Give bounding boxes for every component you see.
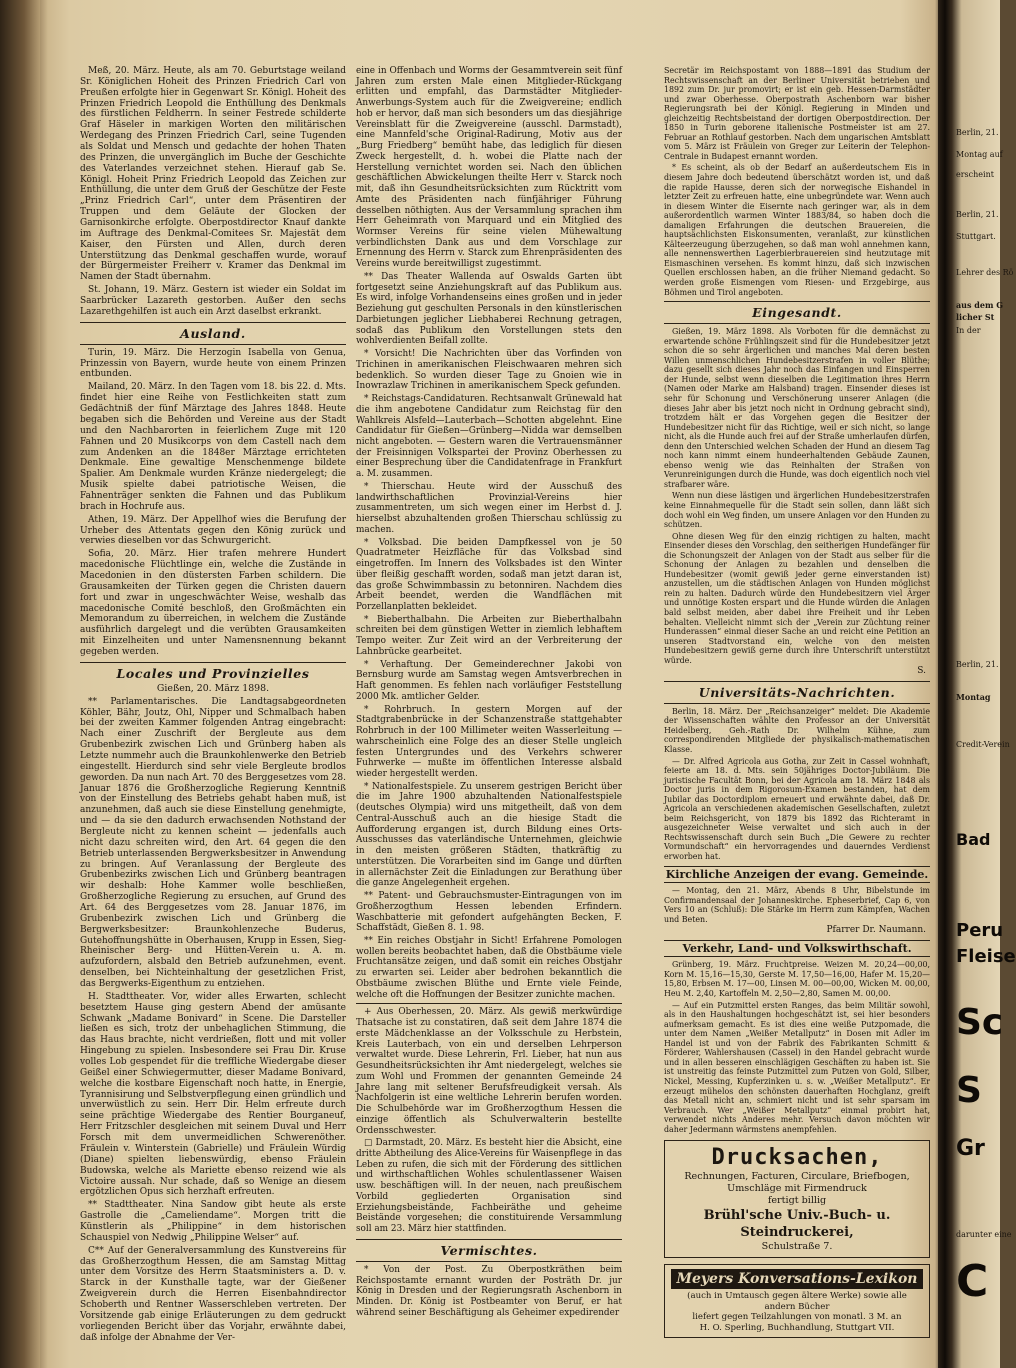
book-spine — [938, 0, 952, 1368]
signature: Pfarrer Dr. Naumann. — [826, 925, 926, 936]
article-kunstverein-cont: eine in Offenbach und Worms der Gesammtverein seit fünf Jahren zum ersten Male einen Mitglieder-Rückgang erlitten und empfahl, das Darmstädter Mitglieder-Anwerbungs-System auch für die Zweigvereine; endlich hob er hervor, daß man sich besonders um das diesjährige Vereinsblatt für die Zweigvereine (ausschl. Darmstadt), eine Mannfeld'sche Original-Radirung, Motiv aus der „Burg Friedberg“ bemüht habe, das lediglich für diesen Zweck hergestellt, d. h. wobei die Platte nach der Herstellung vernichtet worden sei. Nach den üblichen geschäftlichen Abwickelungen theilte Herr v. Starck noch mit, daß ihn Gesundheitsrücksichten zum Rücktritt vom Amte des Präsidenten nach fünfjähriger Führung desselben nöthigten. Aus der Versammlung sprachen ihm Herr Geheimrath von Marquard und ein Mitglied des Wormser Vereins für seine vielen Mühewaltung verbindlichsten Dank aus und dem Vorschlage zur Ernennung des Herrn v. Starck zum Ehrenpräsidenten des Vereins wurde bereitwilligst zugestimmt. — [356, 66, 622, 270]
adjacent-text: Lehrer des Rö — [956, 268, 1014, 277]
article-thierschau: * Thierschau. Heute wird der Ausschuß des landwirthschaftlichen Provinzial-Vereins hier zusammentreten, um sich wegen einer im Herbst d. J. hierselbst abzuhaltenden großen Thierschau schlüssig zu machen. — [356, 481, 622, 535]
article-turin: Turin, 19. März. Die Herzogin Isabella von Genua, Prinzessin von Bayern, wurde heute von einem Prinzen entbunden. — [80, 347, 346, 380]
ad-line: H. O. Sperling, Buchhandlung, Stuttgart VII. — [699, 1322, 895, 1333]
article-vorsicht: * Vorsicht! Die Nachrichten über das Vorfinden von Trichinen in amerikanischen Fleischwaaren mehren sich bedenklich. So wurden dieser Tage zu Gnoien wie in Inowrazlaw Trichinen in amerikanischem Speck gefunden. — [356, 349, 622, 392]
adjacent-text: Peru — [956, 920, 1004, 941]
section-heading-verkehr: Verkehr, Land- und Volkswirthschaft. — [682, 941, 912, 955]
adjacent-text: C — [956, 1256, 989, 1307]
adjacent-text: Sc — [956, 1002, 1004, 1043]
article-hunde-1: Gießen, 19. März 1898. Als Vorboten für die demnächst zu erwartende schöne Frühlingszeit sind für die Hundebesitzer jetzt schon die so sehr ärgerlichen und manches Mal deren besten Willen unmenschlichen Hundebesitzerstrafen in voller Blüthe; dazu gesellt sich dieses Jahr noch das Einfangen und Einsperren der Hunde, selbst wenn dieselben die Legitimation ihres Herrn (Namen oder Marke am Halsband) tragen. Einsender dieses ist sehr für Schonung und Verschönerung unserer Anlagen (die dieses Jahr aber bis jetzt noch nicht in Ordnung gebracht sind), trotzdem hält er das Vorgehen gegen die Besitzer der Hundebesitzer nicht für das Richtige, weil er sich nicht, so lange nicht, als die Hunde auch frei auf der Straße umherlaufen dürfen, denn den Unterschied welchen Schaden der Hund an diesem Tag noch kann nimmt einem hundeerhaltenden Gebäude Zaunen, ebenso wenig wie das Reinhalten der Straßen von Verunreinigungen durch die Hunde, was doch eigentlich noch viel strafbarer wäre. — [664, 327, 930, 489]
ad-firm: Brühl'sche Univ.-Buch- u. Steindruckerei, — [703, 1208, 891, 1241]
article-verhaftung: * Verhaftung. Der Gemeinderechner Jakobi von Bernsburg wurde am Samstag wegen Amtsverbrechen in Haft genommen. Es fehlen nach vorläufiger Feststellung 2000 Mk. amtlicher Gelder. — [356, 659, 622, 702]
ad-line: (auch in Umtausch gegen ältere Werke) sowie alle andern Bücher — [687, 1291, 907, 1312]
adjacent-text: Berlin, 21. — [956, 128, 999, 137]
adjacent-text: S — [956, 1070, 982, 1111]
adjacent-text: erscheint — [956, 170, 994, 179]
ad-line: Umschläge mit Firmendruck — [727, 1183, 867, 1195]
ad-line: Rechnungen, Facturen, Circulare, Briefbogen, — [684, 1171, 910, 1183]
adjacent-text: Montag auf — [956, 150, 1003, 159]
article-bieberthalbahn: * Bieberthalbahn. Die Arbeiten zur Bieberthalbahn schreiten bei dem günstigen Wetter in ziemlich lebhaftem Tempo weiter. Zur Zeit wird an der Verbreiterung der Lahnbrücke gearbeitet. — [356, 614, 622, 657]
section-rule — [664, 301, 930, 302]
article-patente: ** Patent- und Gebrauchsmuster-Eintragungen von im Großherzogthum Hessen lebenden Erfindern. Waschbatterie mit gefondert aufgehängten Becken, F. Schaffstädt, Gießen 8. 1. 98. — [356, 891, 622, 934]
article-eis: * Es scheint, als ob der Bedarf an außerdeutschem Eis in diesem Jahre doch bedeutend überschätzt worden ist, und daß die rapide Hausse, deren sich der norwegische Eishandel in letzter Zeit zu erfreuen hatte, eine unbegründete war. Wenn auch in diesem Winter die Eisernte nach geringer war, als in dem außerordentlich warmen Winter 1883/84, so haben doch die damaligen Erfahrungen die deutschen Brauereien, die hauptsächlichsten Eiskonsumenten, veranlaßt, zur künstlichen Kälteerzeugung überzugehen, so daß man wohl annehmen kann, alle nennenswerthen Lagerbierbrauereien sind heutzutage mit Eismaschinen versehen. Es kommt hinzu, daß sich inzwischen Quellen erschlossen haben, an die früher Niemand gedacht. So werden große Eismengen vom Riesen- und Erzgebirge, aus Böhmen und Tirol angeboten. — [664, 163, 930, 297]
section-heading-kirchliche: Kirchliche Anzeigen der evang. Gemeinde. — [665, 867, 929, 881]
section-rule — [664, 866, 930, 867]
article-volksbad: * Volksbad. Die beiden Dampfkessel von je 50 Quadratmeter Heizfläche für das Volksbad sind eingetroffen. Im Innern des Volksbades ist den Winter über fleißig geschafft worden, sodaß man jetzt daran ist, das große Schwimmbassin zu betonniren. Nachdem dies Arbeit beendet, werden die Wandflächen mit Porzellanplatten bekleidet. — [356, 537, 622, 612]
article-agricola: — Dr. Alfred Agricola aus Gotha, zur Zeit in Cassel wohnhaft, feierte am 18. d. Mts. sein 50jähriges Doctor-Jubiläum. Die juristische Facultät Bonn, bei der Agricola am 18. März 1848 als Doctor juris in dem Rigorosum-Examen bestanden, hat dem Jubilar das Doctordiplom erneuert und erwähnte dabei, daß Dr. Agricola an verschiedenen akademischen Gesellschaften, zuletzt beim Reichsgericht, von 1879 bis 1892 das Richteramt in ausgezeichneter Weise verwaltet und sich auch in der Rechtswissenschaft durch sein Buch „Die Gewere zu rechter Vormundschaft“ ein hervorragendes und dauerndes Verdienst erworben hat. — [664, 756, 930, 862]
article-hunde-2: Wenn nun diese lästigen und ärgerlichen Hundebesitzerstrafen keine Einnahmequelle für die Stadt sein sollen, dann läßt sich doch wohl ein Weg finden, um unsere Anlagen vor den Hunden zu schützen. — [664, 491, 930, 530]
article-mailand: Mailand, 20. März. In den Tagen vom 18. bis 22. d. Mts. findet hier eine Reihe von Festlichkeiten statt zum Gedächtniß der fünf Märztage des Jahres 1848. Heute begaben sich die Behörden und Vereine aus der Stadt und den Nachbarorten in feierlichem Zuge mit 120 Fahnen und 20 Musikcorps von dem Castell nach dem zum Andenken an die 1848er Märztage errichteten Denkmale. Eine gewaltige Menschenmenge bildete Spalier. Am Denkmale wurden Kränze niedergelegt; die Musik spielte dabei patriotische Weisen, die Fahnenträger senkten die Fahnen und das Publikum brach in Hochrufe aus. — [80, 382, 346, 512]
ad-line: liefert gegen Teilzahlungen von monatl. 3 M. an — [692, 1312, 902, 1323]
advertisement-drucksachen — [664, 1140, 930, 1258]
adjacent-text: Gr — [956, 1136, 985, 1161]
section-heading-vermischtes: Vermischtes. — [440, 1242, 538, 1258]
dateline: Gießen, 20. März 1898. — [156, 682, 270, 694]
section-heading-eingesandt: Eingesandt. — [752, 305, 842, 321]
article-st-johann: St. Johann, 19. März. Gestern ist wieder ein Soldat im Saarbrücker Lazareth gestorben. Außer den sechs Lazarethgehilfen ist auch ein Arzt daselbst erkrankt. — [80, 285, 346, 317]
article-rohrbruch: * Rohrbruch. In gestern Morgen auf der Stadtgrabenbrücke in der Schanzenstraße stattgehabter Rohrbruch in der 100 Millimeter weiten Wasserleitung — wahrscheinlich eine Folge des an dieser Stelle ungleich festen Untergrundes und des Verkehrs schwerer Fuhrwerke — mußte im öffentlichen Interesse alsbald wieder hergestellt werden. — [356, 704, 622, 779]
section-rule — [356, 1239, 622, 1240]
column-1 — [80, 66, 346, 1345]
signature: S. — [917, 666, 926, 677]
section-rule — [80, 322, 346, 323]
section-rule — [356, 1003, 622, 1004]
article-obstjahr: ** Ein reiches Obstjahr in Sicht! Erfahrene Pomologen wollen bereits beobachtet haben, daß die Obstbäume viele Fruchtansätze zeigen, und daß somit ein reiches Obstjahr zu erwarten sei. Leider aber bedrohen bekanntlich die Obstbäume zwischen Blüthe und Ernte viele Feinde, welche oft die Hoffnungen der Besitzer zunichte machen. — [356, 936, 622, 1000]
ad-title: Meyers Konversations-Lexikon — [671, 1269, 923, 1289]
advertisement-meyers — [664, 1264, 930, 1338]
section-heading-ausland: Ausland. — [180, 325, 246, 341]
article-metallputz: — Auf ein Putzmittel ersten Ranges, das beim Militär sowohl, als in den Haushaltungen hochgeschätzt ist, sei hier besonders aufmerksam gemacht. Es ist dies eine weiße Putzpomade, die unter dem Namen „Weißer Metallputz“ in Dosen mit Adler im Handel ist und von der Fabrik des Fabrikanten Schmitt & Förderer, Wahlershausen (Cassel) in den Handel gebracht wurde und in allen besseren einschlägigen Geschäften zu haben ist. Sie ist unstreitig das feinste Putzmittel zum Putzen von Gold, Silber, Nickel, Messing, Kupferzinken u. s. w. „Weißer Metallputz“. Er erzeugt mühelos den schönsten dauerhaften Hochglanz, greift das Metall nicht an, schmiert nicht und ist sehr sparsam im Verbrauch. Wer „Weißer Metallputz“ einmal probirt hat, verwendet nichts Anderes mehr. Versuch davon möchten wir daher Jedermann wärmstens anempfehlen. — [664, 1000, 930, 1134]
adjacent-text: Berlin, 21. — [956, 660, 999, 669]
column-2 — [356, 66, 622, 1321]
heading-rule — [356, 1261, 622, 1262]
heading-rule — [664, 323, 930, 324]
article-metz: Meß, 20. März. Heute, als am 70. Geburtstage weiland Sr. Königlichen Hoheit des Prinzen Friedrich Carl von Preußen erfolgte hier in Gegenwart Sr. Königl. Hoheit des Prinzen Friedrich Leopold die Enthüllung des Denkmals des fürstlichen Feldherrn. In seiner Festrede schilderte Graf Häseler in markigen Worten den militärischen Werdegang des Prinzen Friedrich Carl, seine Tugenden als Soldat und Mensch und gedachte der hohen Thaten des Prinzen, die unvergänglich im Buche der Geschichte des Vaterlandes verzeichnet stehen. Hierauf gab Se. Königl. Hoheit Prinz Friedrich Leopold das Zeichen zur Enthüllung, die unter dem Gruß der Geschütze der Feste „Prinz Friedrich Carl“, unter dem Präsentiren der Truppen und dem Geläute der Glocken der Garnisonkirche erfolgte. Oberpostdirector Knauf dankte im Auftrage des Denkmal-Comitees Sr. Majestät dem Kaiser, den Fürsten und Allen, durch deren Unterstützung das Denkmal geschaffen wurde, worauf der Bürgermeister Freiherr v. Kramer das Denkmal im Namen der Stadt übernahm. — [80, 66, 346, 283]
section-heading-locales: Locales und Provinzielles — [116, 665, 310, 681]
article-reichstag: * Reichstags-Candidaturen. Rechtsanwalt Grünewald hat die ihm angebotene Candidatur zum Reichstag für den Wahlkreis Alsfeld—Lauterbach—Schotten abgelehnt. Eine Candidatur für Gießen—Grünberg—Nidda war demselben nicht angeboten. — Gestern waren die Vertrauensmänner der Freisinnigen Volkspartei der Provinz Oberhessen zu einer Besprechung über die Candidatenfrage in Frankfurt a. M. zusammen. — [356, 394, 622, 480]
article-darmstadt: □ Darmstadt, 20. März. Es besteht hier die Absicht, eine dritte Abtheilung des Alice-Vereins für Waisenpflege in das Leben zu rufen, die sich mit der Förderung des sittlichen und wirthschaftlichen Wohles schulentlassener Waisen usw. beschäftigen will. In der neuen, nach preußischem Vorbild gegliederten Organisation sind Erziehungsbeistände, Fachbeiräthe und geheime Beistände vorgesehen; die constituirende Versammlung soll am 23. März hier stattfinden. — [356, 1138, 622, 1235]
section-rule — [80, 662, 346, 663]
article-post-cont: Secretär im Reichspostamt von 1888—1891 das Studium der Rechtswissenschaft an der Berliner Universität betrieben und 1892 zum Dr. jur promovirt; er ist ein geb. Hessen-Darmstädter und zwar Oberhesse. Oberpostrath Aschenborn war bisher Regierungsrath bei der Königl. Regierung in Minden und gleichzeitig Rechtsbeistand der dortigen Oberpostdirection. Der 1850 in Turin geborene italienische Postmeister ist am 27. Februar an Rothlauf gestorben. Nach dem ungarischen Amtsblatt vom 5. März ist Fräulein von Greger zur Leiterin der Telephon-Centrale in Budapest ernannt worden. — [664, 66, 930, 161]
adjacent-text: Berlin, 21. — [956, 210, 999, 219]
heading-rule — [664, 956, 930, 957]
ad-title: Drucksachen, — [711, 1145, 883, 1171]
adjacent-text: licher St — [956, 312, 995, 322]
article-post: * Von der Post. Zu Oberpostkräthen beim Reichspostamte ernannt wurden der Posträth Dr. jur König in Dresden und der Regierungsrath Aschenborn in Minden. Dr. König ist Postbeamter von Beruf, er hat während seiner Beschäftigung als Geheimer expedirender — [356, 1264, 622, 1318]
adjacent-text: darunter eine — [956, 1230, 1012, 1239]
column-3 — [664, 66, 930, 1344]
adjacent-page — [952, 0, 1016, 1368]
article-fruchtpreise: Grünberg, 19. März. Fruchtpreise. Weizen M. 20,24—00,00, Korn M. 15,16—15,30, Gerste M. 17,50—16,00, Hafer M. 15,20—15,80, Erbsen M. 17—00, Linsen M. 00—00,00, Wicken M. 00,00, Heu M. 2,40, Kartoffeln M. 2,50—2,80, Samen M. 00,00. — [664, 960, 930, 999]
heading-rule — [80, 344, 346, 345]
section-heading-universitaet: Universitäts-Nachrichten. — [698, 684, 896, 700]
section-rule — [664, 681, 930, 682]
article-nationalfestspiele: * Nationalfestspiele. Zu unserem gestrigen Bericht über die im Jahre 1900 abzuhaltenden Nationalfestspiele (deutsches Olympia) wird uns mitgetheilt, daß von dem Central-Ausschuß auch an die hiesige Stadt die Aufforderung ergangen ist, durch Bildung eines Orts-Ausschusses das vaterländische Unternehmen, gleichwie in den meisten größeren Städten, thatkräftig zu unterstützen. Die Vorarbeiten sind im Gange und dürften in allernächster Zeit die Einladungen zur Berathung über die ganze Angelegenheit ergehen. — [356, 781, 622, 889]
adjacent-text: Montag — [956, 692, 991, 702]
article-sofia: Sofia, 20. März. Hier trafen mehrere Hundert macedonische Flüchtlinge ein, welche die Zustände in Macedonien in den düstersten Farben schildern. Die Grausamkeiten der Türken gegen die Christen dauern fort und zwar in ungeschwächter Weise, weshalb das macedonische Comité beschloß, den Großmächten ein Memorandum zu überreichen, in welchem die Zustände ausführlich dargelegt und die verübten Grausamkeiten mit Einzelheiten und unter Namensnennung bekannt gegeben werden. — [80, 549, 346, 657]
adjacent-text: Credit-Verein — [956, 740, 1010, 749]
adjacent-text: Stuttgart. — [956, 232, 996, 241]
binding-edge — [0, 0, 40, 1368]
article-stadttheater-2: ** Stadttheater. Nina Sandow gibt heute als erste Gastrolle die „Cameliendame“. Morgen tritt die Künstlerin als „Philippine“ in dem historischen Schauspiel von Nedwig „Philippine Welser“ auf. — [80, 1200, 346, 1243]
heading-rule — [664, 882, 930, 883]
article-akademie: Berlin, 18. März. Der „Reichsanzeiger“ meldet: Die Akademie der Wissenschaften wählte den Professor an der Universität Heidelberg, Geh.-Rath Dr. Wilhelm Kühne, zum correspondirenden Mitgliede der physikalisch-mathematischen Klasse. — [664, 706, 930, 754]
article-stadttheater-1: H. Stadttheater. Vor, wider alles Erwarten, schlecht besetztem Hause ging gestern Abend der amüsante Schwank „Madame Bonivard“ in Scene. Die Darsteller ließen es sich, trotz der unbehaglichen Stimmung, die das Haus brachte, nicht verdrießen, flott und mit voller Hingebung zu spielen. Insbesondere sei Frau Dir. Kruse volles Lob gespendet für die treffliche Wiedergabe dieser Geißel einer Schwiegermutter, dieser Madame Bonivard, welche die kostbare Eigenschaft noch hatte, in Energie, Tyrannisirung und Selbstverpflegung einen gründlich und unverwüstlich zu sein. Herr Dir. Helm erfreute durch seine prächtige Wiedergabe des Rentier Bourganeuf, Herr Fritzschler desgleichen mit seinem Duval und Herr Forsch mit dem unvermeidlichen Schwerenöther. Fräulein v. Winterstein (Gabrielle) und Fräulein Würdig (Diane) spielten liebenswürdig, ebenso Fräulein Budowska, welche als Mariette ebenso reizend wie als Victoire aussah. Nur schade, daß so Wenige an diesem ergötzlichen Opus sich herzhaft erfreuten. — [80, 991, 346, 1198]
article-oberhessen: + Aus Oberhessen, 20. März. Als gewiß merkwürdige Thatsache ist zu constatiren, daß seit dem Jahre 1874 die erste Mädchenklasse an der Volksschule zu Herbstein, Kreis Lauterbach, von ein und derselben Lehrperson verwaltet wurde. Diese Lehrerin, Frl. Lieber, hat nun aus Gesundheitsrücksichten ihr Amt niedergelegt, welches sie zum Wohl und Frommen der genannten Gemeinde 24 Jahre lang mit seltener Berufsfreudigkeit versah. Als Nachfolgerin ist eine weltliche Lehrerin berufen worden. Die Schulbehörde war im Großherzogthum Hessen die einzige öffentlich als Schulverwalterin bestellte Ordensschwester. — [356, 1007, 622, 1136]
adjacent-text: In der — [956, 326, 981, 335]
article-kunstverein: C** Auf der Generalversammlung des Kunstvereins für das Großherzogthum Hessen, die am Samstag Mittag unter dem Vorsitze des Herrn Staatsministers a. D. v. Starck in der Kunsthalle tagte, war der Gießener Zweigverein durch die Herren Eisenbahndirector Schoberth und Rentner Wasserschleben vertreten. Der Vorsitzende gab einige Erläuterungen zu dem gedruckt vorliegenden Bericht über das Vorjahr, erwähnte dabei, daß infolge der Abnahme der Ver- — [80, 1245, 346, 1343]
adjacent-text: Bad — [956, 830, 991, 849]
heading-rule — [664, 703, 930, 704]
article-hunde-3: Ohne diesen Weg für den einzig richtigen zu halten, macht Einsender dieses den Vorschlag, den seitherigen Hundefänger für die Schonungszeit der Anlagen von der Stadt aus selber für die Schonung der Anlagen zu bezahlen und denselben die Hundebesitzer (womit gewiß jeder gerne einverstanden ist) anzustellen, um die städtischen Anlagen von Hunden möglichst rein zu halten. Dadurch würde den Hundebesitzern viel Ärger und unnötige Kosten erspart und die Hunde würden die Anlagen bald selbst meiden, aber dabei ihre Freiheit und ihr Leben behalten. Vielleicht nimmt sich der „Verein zur Züchtung reiner Hunderassen“ einmal dieser Sache an und reicht eine Petition an unseren Stadtvorstand ein, welche von den meisten Hundebesitzern gewiß gerne durch ihre Unterschrift unterstützt würde. — [664, 531, 930, 665]
ad-address: Schulstraße 7. — [761, 1241, 833, 1253]
article-bibelstunde: — Montag, den 21. März, Abends 8 Uhr, Bibelstunde im Confirmandensaal der Johanneskirche. Epheserbrief, Cap 6, von Vers 10 an (Schluß): Die Stärke im Herrn zum Kämpfen, Wachen und Beten. — [664, 886, 930, 924]
ad-line: fertigt billig — [767, 1195, 827, 1207]
article-theater-wallenda: ** Das Theater Wallenda auf Oswalds Garten übt fortgesetzt seine Anziehungskraft auf das Publikum aus. Es wird, infolge Vorhandenseins eines großen und in jeder Beziehung gut geschulten Personals in den künstlerischen Darbietungen jeglicher Liebhaberei Rechnung getragen, sodaß das Publikum den Vorstellungen stets den wohlverdienten Beifall zollte. — [356, 271, 622, 347]
adjacent-text: Fleise — [956, 946, 1016, 967]
article-parlamentarisches: ** Parlamentarisches. Die Landtagsabgeordneten Köhler, Bähr, Joutz, Ohl, Nipper und Schmalbach haben bei der zweiten Kammer folgenden Antrag eingebracht: Nach einer Zuschrift der Bergleute aus dem Grubenbezirk zwischen Lich und Grünberg haben als Letzte nummehr auch die Braunkohlenwerke den Betrieb eingestellt. Hierdurch sind sehr viele Bergleute brodlos geworden. Da nun nach Art. 70 des Berggesetzes vom 28. Januar 1876 die Großherzogliche Regierung Kenntniß von der Einstellung des Betriebs gehabt haben muß, ist anzunehmen, daß auch sie diese Einstellung genehmigte, und — da sie den dadurch erwachsenden Nothstand der Bergleute nicht zu kennen scheint — jedenfalls auch nicht dazu schreiten wird, den Art. 64 gegen die den Betrieb unterlassenden Bergwerksbesitzer in Anwendung zu bringen. Auf Veranlassung der Bergleute des Grubenbezirks zwischen Lich und Grünberg beantragen wir deshalb: Hohe Kammer wolle beschließen, Großherzogliche Regierung zu ersuchen, auf Grund des Art. 64 des Berggesetzes vom 28. Januar 1876, im Grubenbezirk zwischen Lich und Grünberg die Bergwerksbesitzer: Braunkohlenzeche Buderus, Gutehoffnungshütte in Oberhausen, Krupp in Essen, Sieg-Rheinischer Berg- und Hütten-Verein u. A. m. aufzufordern, alsbald den Betrieb aufzunehmen, event. denselben, bei Nichteinhaltung der gesetzlichen Frist, das Bergwerks-Eigenthum zu entziehen. — [80, 696, 346, 990]
article-athen: Athen, 19. März. Der Appellhof wies die Berufung der Urheber des Attentats gegen den König zurück und verwies dieselben vor das Schwurgericht. — [80, 514, 346, 547]
section-rule — [664, 940, 930, 941]
adjacent-text: aus dem G — [956, 300, 1004, 310]
